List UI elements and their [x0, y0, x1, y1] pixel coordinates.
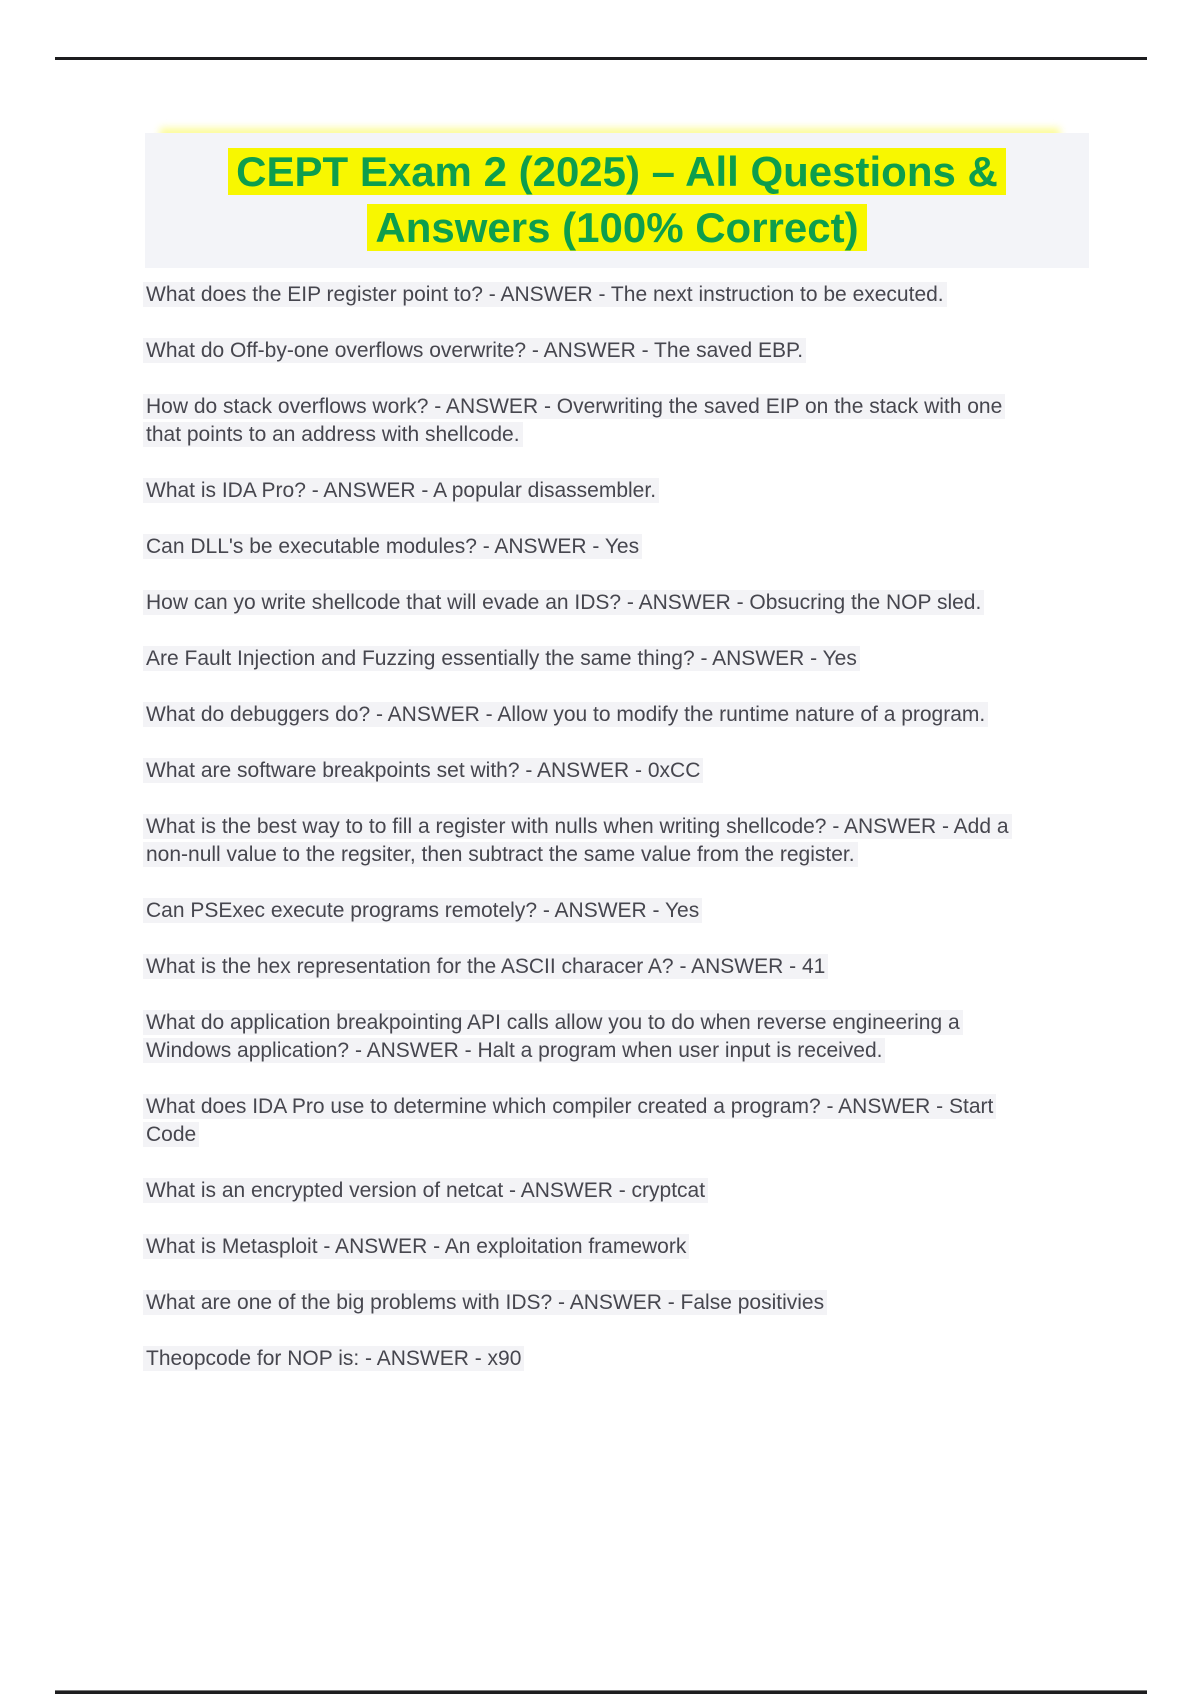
qa-paragraph: [143, 589, 1013, 617]
qa-text: What does IDA Pro use to determine which compiler created a program? - ANSWER - Start Code: [143, 1094, 996, 1147]
qa-text: Are Fault Injection and Fuzzing essentially the same thing? - ANSWER - Yes: [143, 646, 860, 671]
qa-text: What is an encrypted version of netcat - ANSWER - cryptcat: [143, 1178, 708, 1203]
qa-text: What do debuggers do? - ANSWER - Allow you to modify the runtime nature of a program.: [143, 702, 988, 727]
qa-text: What are one of the big problems with IDS? - ANSWER - False positivies: [143, 1290, 827, 1315]
qa-text: Can DLL's be executable modules? - ANSWER - Yes: [143, 534, 642, 559]
qa-paragraph: [143, 477, 1013, 505]
qa-paragraph: [143, 1177, 1013, 1205]
qa-text: What is Metasploit - ANSWER - An exploitation framework: [143, 1234, 689, 1259]
qa-paragraph: [143, 1289, 1013, 1317]
qa-paragraph: [143, 701, 1013, 729]
qa-paragraph: [143, 393, 1013, 449]
bottom-rule: [55, 1690, 1147, 1694]
qa-text: What do Off-by-one overflows overwrite? - ANSWER - The saved EBP.: [143, 338, 806, 363]
qa-text: What is the best way to to fill a register with nulls when writing shellcode? - ANSWER - Add a non-null value to the regsiter, then subtract the same value from the register.: [143, 814, 1012, 867]
top-rule: [55, 57, 1147, 60]
qa-paragraph: [143, 897, 1013, 925]
qa-text: What is IDA Pro? - ANSWER - A popular disassembler.: [143, 478, 659, 503]
qa-text: What do application breakpointing API calls allow you to do when reverse engineering a Windows application? - ANSWER - Halt a program when user input is received.: [143, 1010, 963, 1063]
qa-paragraph: [143, 1345, 1013, 1373]
qa-paragraph: [143, 533, 1013, 561]
qa-paragraph: [143, 337, 1013, 365]
qa-paragraph: [143, 757, 1013, 785]
qa-text: What are software breakpoints set with? - ANSWER - 0xCC: [143, 758, 703, 783]
title-block: [145, 133, 1089, 268]
qa-text: How do stack overflows work? - ANSWER - Overwriting the saved EIP on the stack with one that points to an address with shellcode.: [143, 394, 1005, 447]
qa-text: How can yo write shellcode that will evade an IDS? - ANSWER - Obsucring the NOP sled.: [143, 590, 984, 615]
qa-paragraph: [143, 813, 1013, 869]
qa-paragraph: [143, 953, 1013, 981]
qa-paragraph: [143, 1093, 1013, 1149]
qa-text: Can PSExec execute programs remotely? - ANSWER - Yes: [143, 898, 702, 923]
qa-paragraph: [143, 1009, 1013, 1065]
qa-paragraph: [143, 281, 1013, 309]
qa-text: Theopcode for NOP is: - ANSWER - x90: [143, 1346, 524, 1371]
page-title-text: CEPT Exam 2 (2025) – All Questions & Answers (100% Correct): [228, 148, 1006, 251]
qa-paragraph: [143, 645, 1013, 673]
qa-text: What does the EIP register point to? - ANSWER - The next instruction to be executed.: [143, 282, 947, 307]
qa-paragraph: [143, 1233, 1013, 1261]
page-title: [145, 144, 1089, 256]
qa-text: What is the hex representation for the ASCII characer A? - ANSWER - 41: [143, 954, 828, 979]
qa-list: [143, 281, 1013, 1401]
